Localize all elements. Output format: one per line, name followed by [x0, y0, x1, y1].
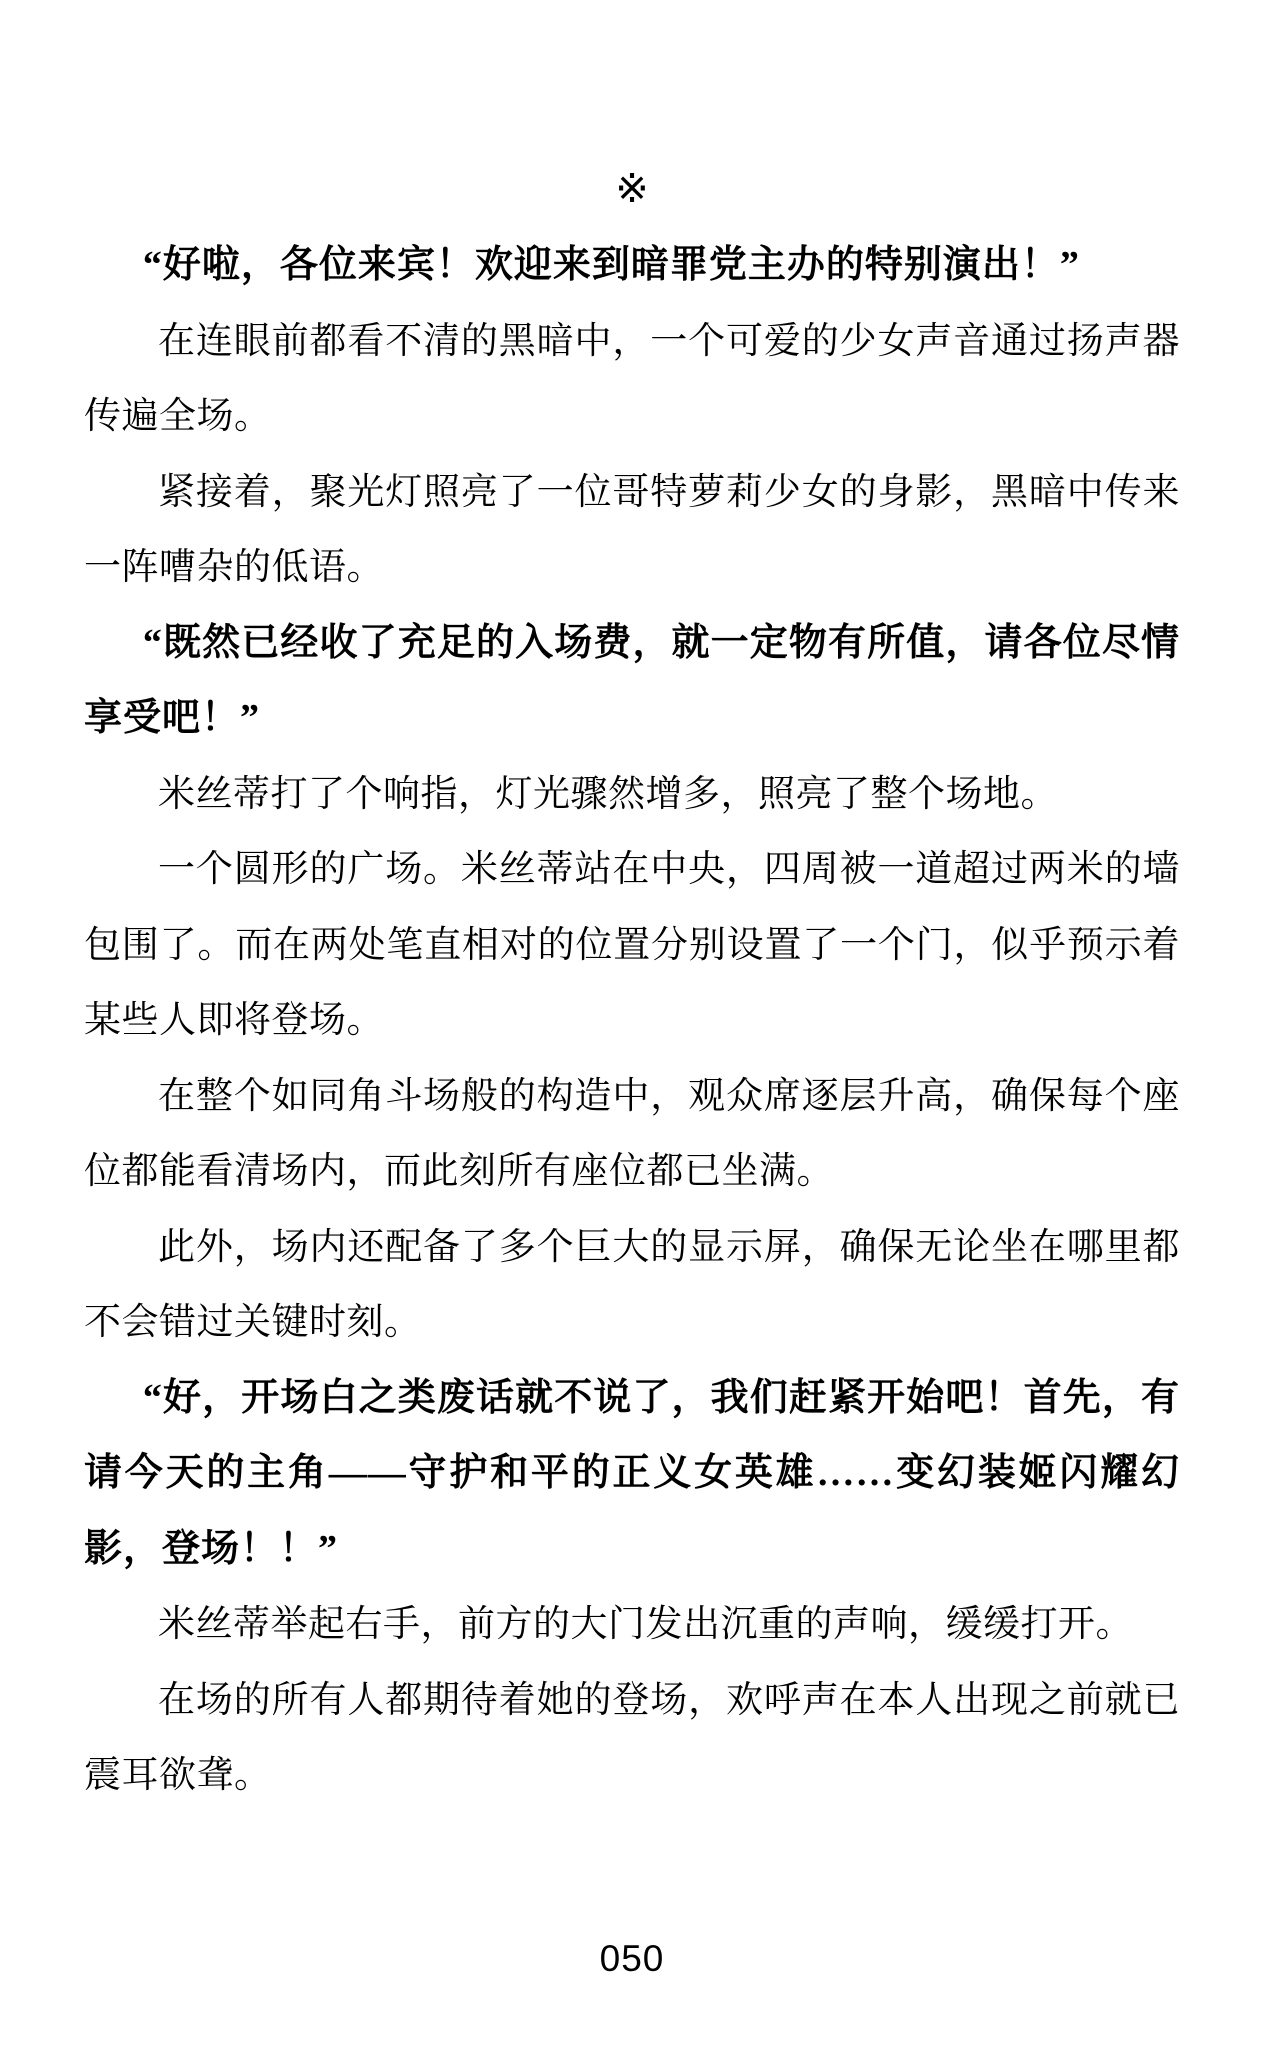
dialogue-paragraph: “好，开场白之类废话就不说了，我们赶紧开始吧！首先，有请今天的主角——守护和平的正义女英雄……变幻装姬闪耀幻影，登场！！”: [84, 1376, 1180, 1570]
narration-paragraph: 在场的所有人都期待着她的登场，欢呼声在本人出现之前就已震耳欲聋。: [84, 1679, 1180, 1796]
text-content: [84, 150, 1180, 1814]
narration-paragraph: 在连眼前都看不清的黑暗中，一个可爱的少女声音通过扬声器传遍全场。: [84, 320, 1180, 437]
narration-paragraph: 紧接着，聚光灯照亮了一位哥特萝莉少女的身影，黑暗中传来一阵嘈杂的低语。: [84, 471, 1180, 588]
narration-paragraph: 米丝蒂举起右手，前方的大门发出沉重的声响，缓缓打开。: [158, 1604, 1133, 1645]
narration-paragraph: 此外，场内还配备了多个巨大的显示屏，确保无论坐在哪里都不会错过关键时刻。: [84, 1226, 1180, 1343]
dialogue-paragraph: “好啦，各位来宾！欢迎来到暗罪党主办的特别演出！”: [142, 244, 1080, 286]
page-number: 050: [599, 1938, 665, 1979]
narration-paragraph: 一个圆形的广场。米丝蒂站在中央，四周被一道超过两米的墙包围了。而在两处笔直相对的位置分别设置了一个门，似乎预示着某些人即将登场。: [84, 849, 1180, 1041]
narration-paragraph: 在整个如同角斗场般的构造中，观众席逐层升高，确保每个座位都能看清场内，而此刻所有座位都已坐满。: [84, 1075, 1180, 1192]
section-divider: ※: [615, 166, 649, 211]
dialogue-paragraph: “既然已经收了充足的入场费，就一定物有所值，请各位尽情享受吧！”: [84, 621, 1180, 739]
narration-paragraph: 米丝蒂打了个响指，灯光骤然增多，照亮了整个场地。: [158, 773, 1058, 815]
